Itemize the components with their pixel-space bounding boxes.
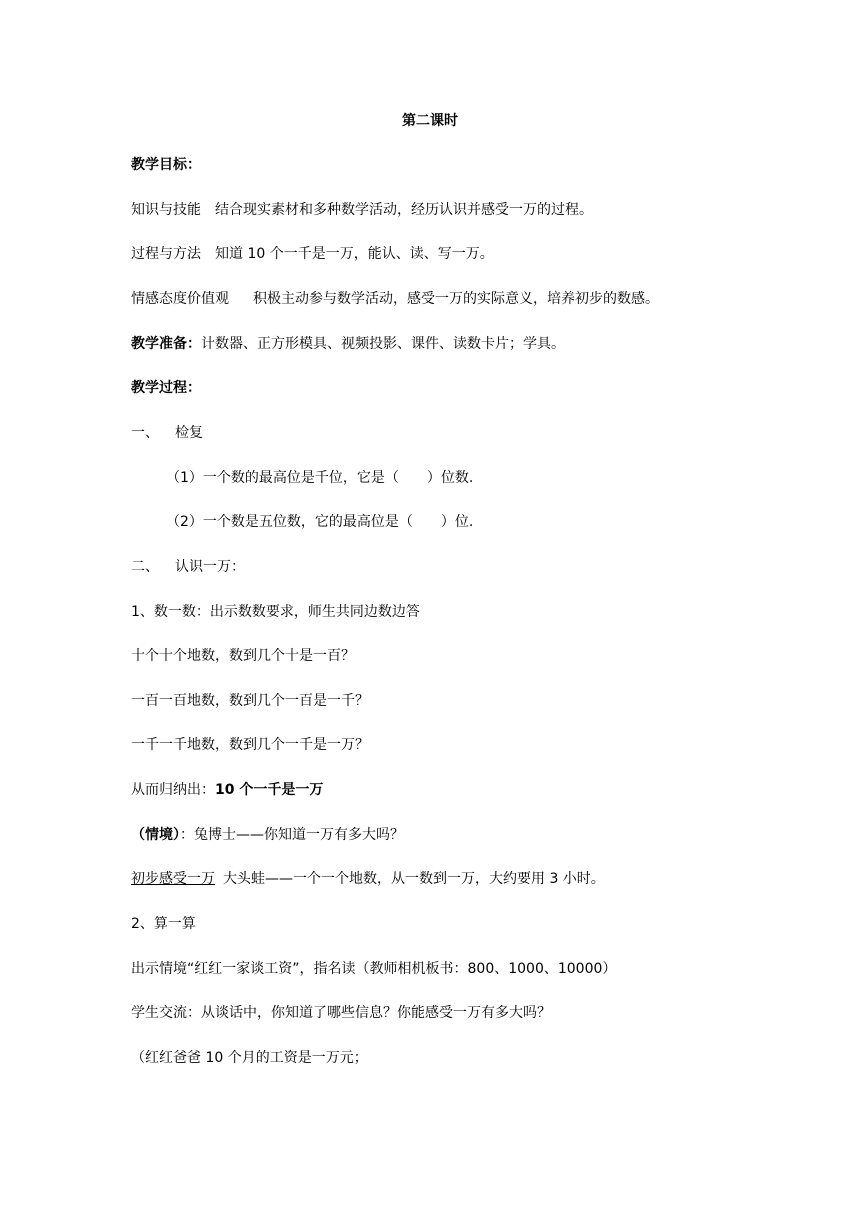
goal-process [131, 244, 494, 264]
section2-heading [131, 557, 245, 577]
teaching-prep [131, 334, 565, 354]
feel-line [131, 869, 605, 889]
situation-line [131, 825, 404, 845]
calc-line: （红红爸爸 10 个月的工资是一万元； [131, 1050, 368, 1066]
count-line: 一百一百地数，数到几个一百是一千？ [131, 693, 369, 709]
review-item-1: （1）一个数的最高位是千位，它是（ ）位数. [166, 470, 474, 486]
count-line: 十个十个地数，数到几个十是一百？ [131, 648, 355, 664]
section-title: 检复 [175, 425, 203, 441]
calc-heading: 2、算一算 [131, 916, 196, 932]
goals-heading: 教学目标： [131, 157, 201, 173]
goal-text: 积极主动参与数学活动，感受一万的实际意义，培养初步的数感。 [253, 291, 659, 307]
section-title: 认识一万： [175, 559, 245, 575]
section1-heading [131, 423, 203, 443]
conclusion-emphasis: 10 个一千是一万 [215, 782, 324, 798]
process-heading: 教学过程： [131, 380, 201, 396]
calc-line: 学生交流：从谈话中，你知道了哪些信息？你能感受一万有多大吗？ [131, 1005, 551, 1021]
section-number: 一、 [131, 425, 159, 441]
feel-label: 初步感受一万 [131, 871, 215, 887]
calc-line: 出示情境“红红一家谈工资”，指名读（教师相机板书：800、1000、10000） [131, 961, 617, 977]
goal-knowledge [131, 200, 593, 220]
situation-label: （情境） [131, 827, 180, 843]
count-heading: 1、数一数：出示数数要求，师生共同边数边答 [131, 604, 420, 620]
conclusion-prefix: 从而归纳出： [131, 782, 215, 798]
goal-text: 知道 10 个一千是一万，能认、读、写一万。 [215, 246, 494, 262]
goal-label: 过程与方法 [131, 246, 201, 262]
conclusion [131, 780, 323, 800]
review-item-2: （2）一个数是五位数，它的最高位是（ ）位. [166, 514, 474, 530]
goal-label: 情感态度价值观 [131, 291, 229, 307]
goal-label: 知识与技能 [131, 202, 201, 218]
count-line: 一千一千地数，数到几个一千是一万？ [131, 737, 369, 753]
prep-text: 计数器、正方形模具、视频投影、课件、读数卡片；学具。 [201, 336, 565, 352]
goal-attitude [131, 289, 659, 309]
feel-text: 大头蛙——一个一个地数，从一数到一万，大约要用 3 小时。 [223, 871, 605, 887]
prep-label: 教学准备： [131, 336, 201, 352]
section-number: 二、 [131, 559, 159, 575]
page-title: 第二课时 [402, 113, 458, 129]
goal-text: 结合现实素材和多种数学活动，经历认识并感受一万的过程。 [215, 202, 593, 218]
situation-text: ：兔博士——你知道一万有多大吗？ [180, 827, 404, 843]
